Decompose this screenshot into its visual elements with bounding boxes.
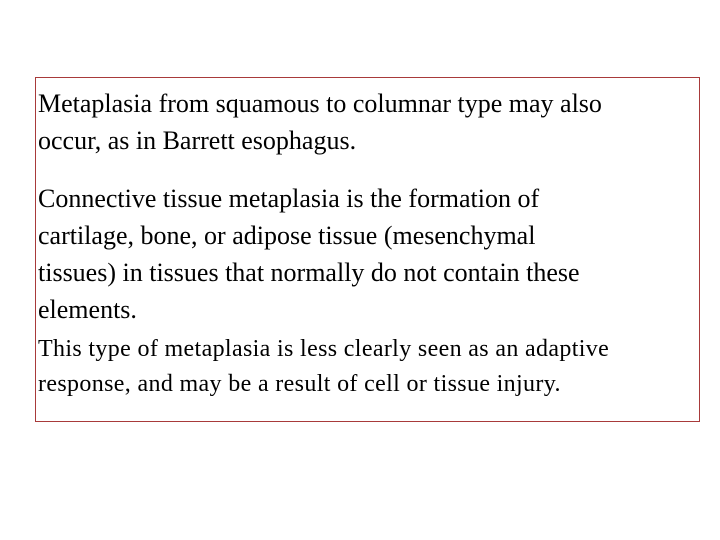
paragraph-line: tissues) in tissues that normally do not contain these (38, 258, 580, 287)
paragraph-adaptive-response (38, 332, 609, 402)
paragraph-connective-tissue-metaplasia (38, 180, 580, 328)
paragraph-line: This type of metaplasia is less clearly seen as an adaptive (38, 336, 610, 362)
paragraph-line: response, and may be a result of cell or tissue injury. (38, 371, 561, 397)
paragraph-line: elements. (38, 295, 137, 324)
paragraph-line: Connective tissue metaplasia is the formation of (38, 184, 540, 213)
slide-text-box (35, 77, 700, 422)
paragraph-line: Metaplasia from squamous to columnar type may also (38, 89, 602, 118)
paragraph-line: occur, as in Barrett esophagus. (38, 126, 357, 155)
paragraph-line: cartilage, bone, or adipose tissue (mesenchymal (38, 221, 536, 250)
paragraph-squamous-to-columnar (38, 85, 602, 159)
